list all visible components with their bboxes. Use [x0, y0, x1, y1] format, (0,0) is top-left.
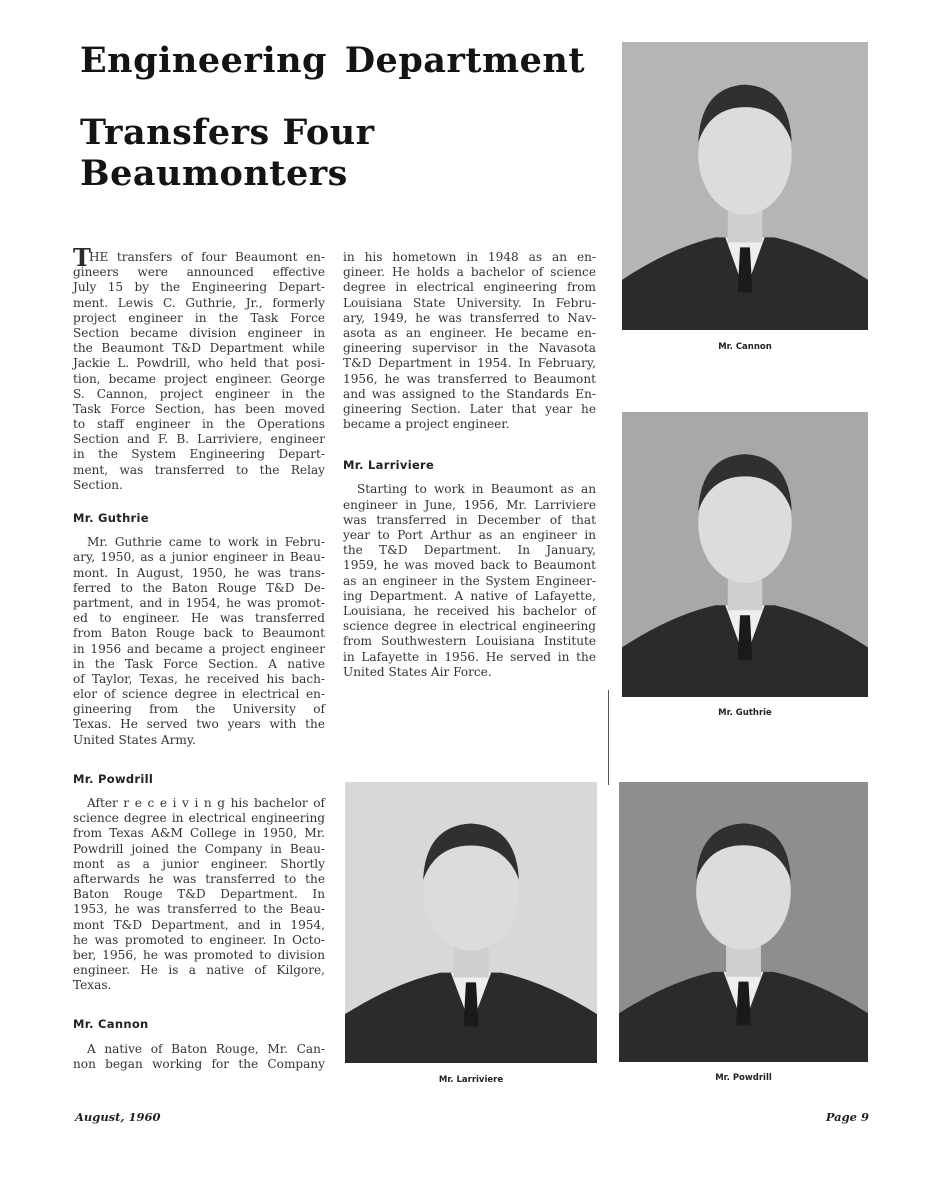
column-left	[73, 250, 325, 1072]
text-line: Texas.	[73, 978, 112, 993]
text-line: was transferred in December of that	[343, 512, 596, 527]
text-line: gineers were announced effective	[73, 265, 325, 280]
text-line: 1959, he was moved back to Beaumont	[343, 558, 596, 573]
text-line: Starting to work in Beaumont as an	[357, 482, 596, 497]
text-line: asota as an engineer. He became en-	[343, 325, 596, 340]
text-line: of Taylor, Texas, he received his bach-	[73, 671, 325, 686]
text-line: gineering supervisor in the Navasota	[343, 341, 596, 356]
text-line: Powdrill joined the Company in Beau-	[73, 841, 325, 856]
text-line: in Lafayette in 1956. He served in the	[343, 649, 596, 664]
text-line: Jackie L. Powdrill, who held that posi-	[73, 356, 325, 371]
portrait-image	[619, 782, 868, 1062]
text-line: gineering Section. Later that year he	[343, 401, 596, 416]
powdrill-paragraph	[73, 796, 325, 993]
divider-line	[608, 690, 609, 785]
text-line: ferred to the Baton Rouge T&D De-	[73, 580, 325, 595]
text-line: ed to engineer. He was transferred	[73, 611, 325, 626]
text-line: he was promoted to engineer. In Octo-	[73, 932, 325, 947]
photo-cannon	[622, 42, 868, 330]
text-line: United States Air Force.	[343, 664, 492, 679]
text-line: non began working for the Company	[73, 1056, 325, 1071]
text-line: ber, 1956, he was promoted to division	[73, 947, 325, 962]
text-line: ary, 1949, he was transferred to Nav-	[343, 310, 596, 325]
portrait-image	[622, 42, 868, 330]
footer-date: August, 1960	[75, 1110, 161, 1124]
text-line: engineer. He is a native of Kilgore,	[73, 963, 325, 978]
text-line: gineer. He holds a bachelor of science	[343, 265, 596, 280]
text-line: Section.	[73, 477, 123, 492]
headline-line-2: Transfers Four Beaumonters	[80, 112, 375, 194]
text-line: mont as a junior engineer. Shortly	[73, 856, 325, 871]
text-line: Texas. He served two years with the	[73, 717, 325, 732]
text-line: from Southwestern Louisiana Institute	[343, 634, 596, 649]
text-line: the T&D Department. In January,	[343, 543, 596, 558]
text-line: ment, was transferred to the Relay	[73, 462, 325, 477]
text-line: science degree in electrical engineering	[73, 811, 325, 826]
text-line: mont T&D Department, and in 1954,	[73, 917, 325, 932]
text-line: as an engineer in the System Engineer-	[343, 573, 596, 588]
intro-paragraph	[73, 250, 325, 493]
cannon-paragraph	[73, 1042, 325, 1072]
text-line: ment. Lewis C. Guthrie, Jr., formerly	[73, 295, 325, 310]
text-line: in the Task Force Section. A native	[73, 656, 325, 671]
text-line: Task Force Section, has been moved	[73, 401, 325, 416]
caption-larriviere: Mr. Larriviere	[438, 1075, 504, 1085]
headline-line-1: Engineering Department	[80, 40, 585, 81]
section-heading-cannon: Mr. Cannon	[73, 1017, 149, 1032]
caption-guthrie: Mr. Guthrie	[718, 708, 772, 718]
text-line: the Beaumont T&D Department while	[73, 341, 325, 356]
photo-larriviere	[345, 782, 597, 1063]
text-line: Section and F. B. Larriviere, engineer	[73, 432, 325, 447]
text-line: ing Department. A native of Lafayette,	[343, 588, 596, 603]
text-line: 1956, he was transferred to Beaumont	[343, 371, 596, 386]
text-line: afterwards he was transferred to the	[73, 871, 325, 886]
portrait-image	[345, 782, 597, 1063]
column-middle	[343, 250, 596, 680]
text-line: Baton Rouge T&D Department. In	[73, 887, 325, 902]
text-line: from Baton Rouge back to Beaumont	[73, 626, 325, 641]
text-line: Louisiana, he received his bachelor of	[343, 603, 596, 618]
photo-powdrill	[619, 782, 868, 1062]
text-line: in 1956 and became a project engineer	[73, 641, 325, 656]
text-line: Section became division engineer in	[73, 325, 325, 340]
section-heading-larriviere: Mr. Larriviere	[343, 458, 435, 473]
text-line: S. Cannon, project engineer in the	[73, 386, 325, 401]
text-line: project engineer in the Task Force	[73, 310, 325, 325]
text-line: Louisiana State University. In Febru-	[343, 295, 596, 310]
text-line: A native of Baton Rouge, Mr. Can-	[87, 1041, 325, 1056]
text-line: in his hometown in 1948 as an en-	[343, 250, 596, 264]
footer-page-number: Page 9	[825, 1110, 869, 1124]
text-line: elor of science degree in electrical en-	[73, 687, 325, 702]
guthrie-paragraph	[73, 535, 325, 748]
text-line: in the System Engineering Depart-	[73, 447, 325, 462]
text-line: ary, 1950, as a junior engineer in Beau-	[73, 550, 325, 565]
text-line: T&D Department in 1954. In February,	[343, 356, 596, 371]
text-line: engineer in June, 1956, Mr. Larriviere	[343, 497, 596, 512]
text-line: partment, and in 1954, he was promot-	[73, 595, 325, 610]
text-line: United States Army.	[73, 732, 196, 747]
drop-cap: T	[73, 243, 91, 272]
text-line: from Texas A&M College in 1950, Mr.	[73, 826, 325, 841]
text-line: gineering from the University of	[73, 702, 325, 717]
section-heading-powdrill: Mr. Powdrill	[73, 771, 154, 786]
text-line: HE transfers of four Beaumont en-	[89, 250, 325, 264]
cannon-paragraph-continued	[343, 250, 596, 432]
text-line: tion, became project engineer. George	[73, 371, 325, 386]
portrait-image	[622, 412, 868, 697]
text-line: year to Port Arthur as an engineer in	[343, 528, 596, 543]
text-line: July 15 by the Engineering Depart-	[73, 280, 325, 295]
text-line: science degree in electrical engineering	[343, 619, 596, 634]
text-line: to staff engineer in the Operations	[73, 417, 325, 432]
text-line: 1953, he was transferred to the Beau-	[73, 902, 325, 917]
caption-cannon: Mr. Cannon	[718, 342, 772, 352]
text-line: Mr. Guthrie came to work in Febru-	[87, 535, 325, 550]
text-line: became a project engineer.	[343, 417, 510, 432]
text-line: degree in electrical engineering from	[343, 280, 596, 295]
larriviere-paragraph	[343, 482, 596, 679]
section-heading-guthrie: Mr. Guthrie	[73, 511, 149, 525]
caption-powdrill: Mr. Powdrill	[715, 1073, 772, 1083]
text-line: mont. In August, 1950, he was trans-	[73, 565, 325, 580]
text-line: and was assigned to the Standards En-	[343, 386, 596, 401]
photo-guthrie	[622, 412, 868, 697]
text-line: After r e c e i v i n g his bachelor of	[87, 796, 325, 811]
